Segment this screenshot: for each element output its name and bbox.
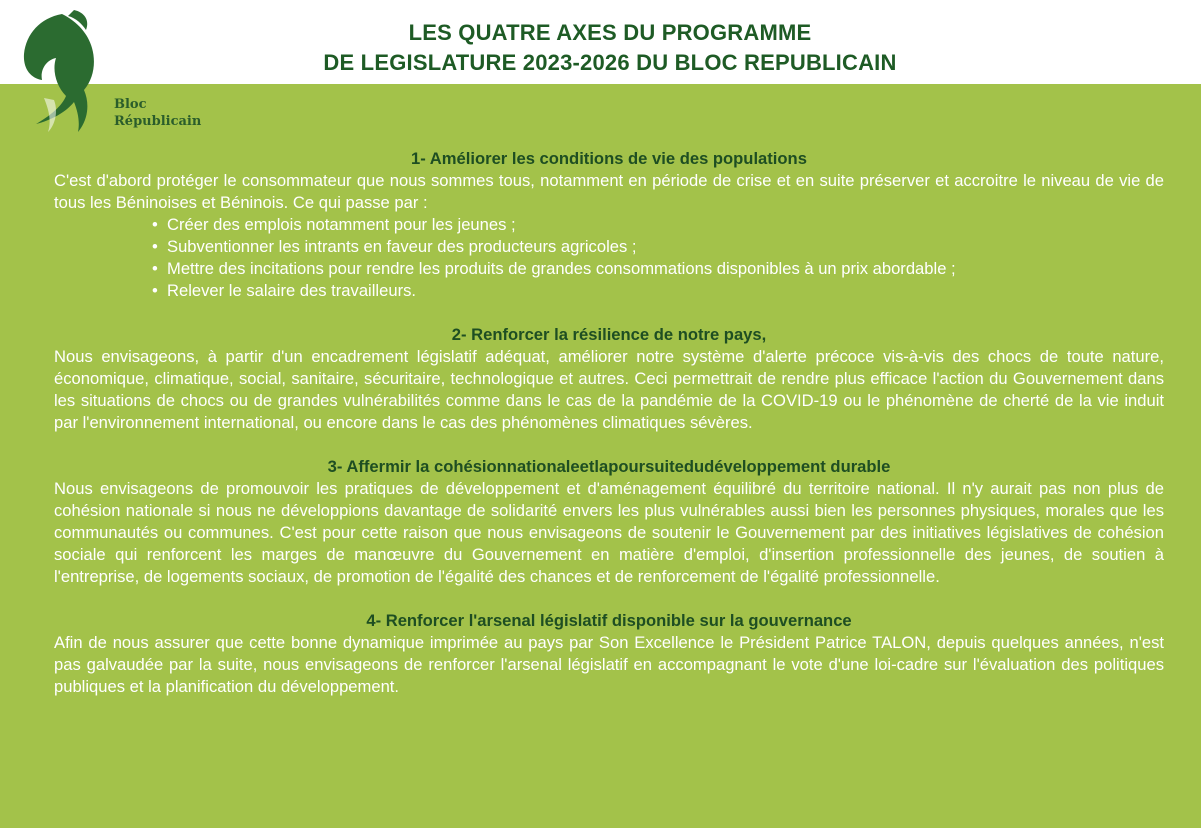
list-item (152, 236, 1164, 258)
list-item (152, 214, 1164, 236)
axis-2-section (54, 324, 1164, 434)
bloc-republicain-logo (22, 8, 202, 136)
logo-text-line1: Bloc (114, 97, 147, 112)
axis-4-heading: 4- Renforcer l'arsenal législatif disponible sur la gouvernance (366, 611, 852, 630)
bullet-icon: • (152, 281, 158, 300)
axis-4-text: Afin de nous assurer que cette bonne dynamique imprimée au pays par Son Excellence le Président Patrice TALON, depuis quelques années, n'est pas galvaudée par la suite, nous envisageons de renforcer l'arsenal législatif en accompagnant le vote d'une loi-cadre sur l'évaluation des politiques publiques et la planification du développement. (54, 633, 1164, 696)
axis-3-text: Nous envisageons de promouvoir les pratiques de développement et d'aménagement équilibré du territoire national. Il n'y aurait pas non plus de cohésion nationale si nous ne développions davantage de solidarité envers les plus vulnérables aussi bien les personnes physiques, morales que les communautés ou communes. C'est pour cette raison que nous envisageons de soutenir le Gouvernement par des initiatives législatives de cohésion sociale qui renforcent les marges de manœuvre du Gouvernement en matière d'emploi, d'insertion professionnelle des jeunes, de soutien à l'entreprise, de logements sociaux, de promotion de l'égalité des chances et de renforcement de l'égalité professionnelle. (54, 479, 1164, 586)
axis-1-heading: 1- Améliorer les conditions de vie des populations (411, 149, 807, 168)
axis-4-section (54, 610, 1164, 698)
axis-2-heading: 2- Renforcer la résilience de notre pays, (451, 325, 767, 344)
list-item-text: Subventionner les intrants en faveur des producteurs agricoles ; (167, 237, 637, 256)
title-line-2: DE LEGISLATURE 2023-2026 DU BLOC REPUBLICAIN (323, 50, 897, 75)
list-item-text: Créer des emplois notamment pour les jeunes ; (167, 215, 516, 234)
title-line-1: LES QUATRE AXES DU PROGRAMME (408, 20, 812, 45)
list-item (152, 258, 1164, 280)
logo-wordmark (114, 96, 201, 130)
bullet-icon: • (152, 215, 158, 234)
axis-2-text: Nous envisageons, à partir d'un encadrement législatif adéquat, améliorer notre système d'alerte précoce vis-à-vis des chocs de toute nature, économique, climatique, social, sanitaire, sécuritaire, technologique et autres. Ceci permettrait de rendre plus efficace l'action du Gouvernement dans les situations de chocs ou de grandes vulnérabilités comme dans le cas de la pandémie de la COVID-19 ou le phénomène de cherté de la vie induit par l'environnement international, ou encore dans le cas des phénomènes climatiques sévères. (54, 347, 1164, 432)
programme-content (54, 148, 1164, 698)
axis-1-bullet-list (54, 214, 1164, 302)
list-item-text: Mettre des incitations pour rendre les produits de grandes consommations disponibles à un prix abordable ; (167, 259, 956, 278)
axis-3-heading: 3- Affermir la cohésionnationaleetlapoursuitedudéveloppement durable (327, 457, 891, 476)
bullet-icon: • (152, 237, 158, 256)
list-item-text: Relever le salaire des travailleurs. (167, 281, 417, 300)
page-title (200, 18, 1020, 78)
logo-text-line2: Républicain (114, 114, 202, 129)
bullet-icon: • (152, 259, 158, 278)
list-item (152, 280, 1164, 302)
axis-1-section (54, 148, 1164, 302)
axis-1-text: C'est d'abord protéger le consommateur que nous sommes tous, notamment en période de crise et en suite préserver et accroitre le niveau de vie de tous les Béninoises et Béninois. Ce qui passe par : (54, 171, 1164, 212)
axis-3-section (54, 456, 1164, 588)
